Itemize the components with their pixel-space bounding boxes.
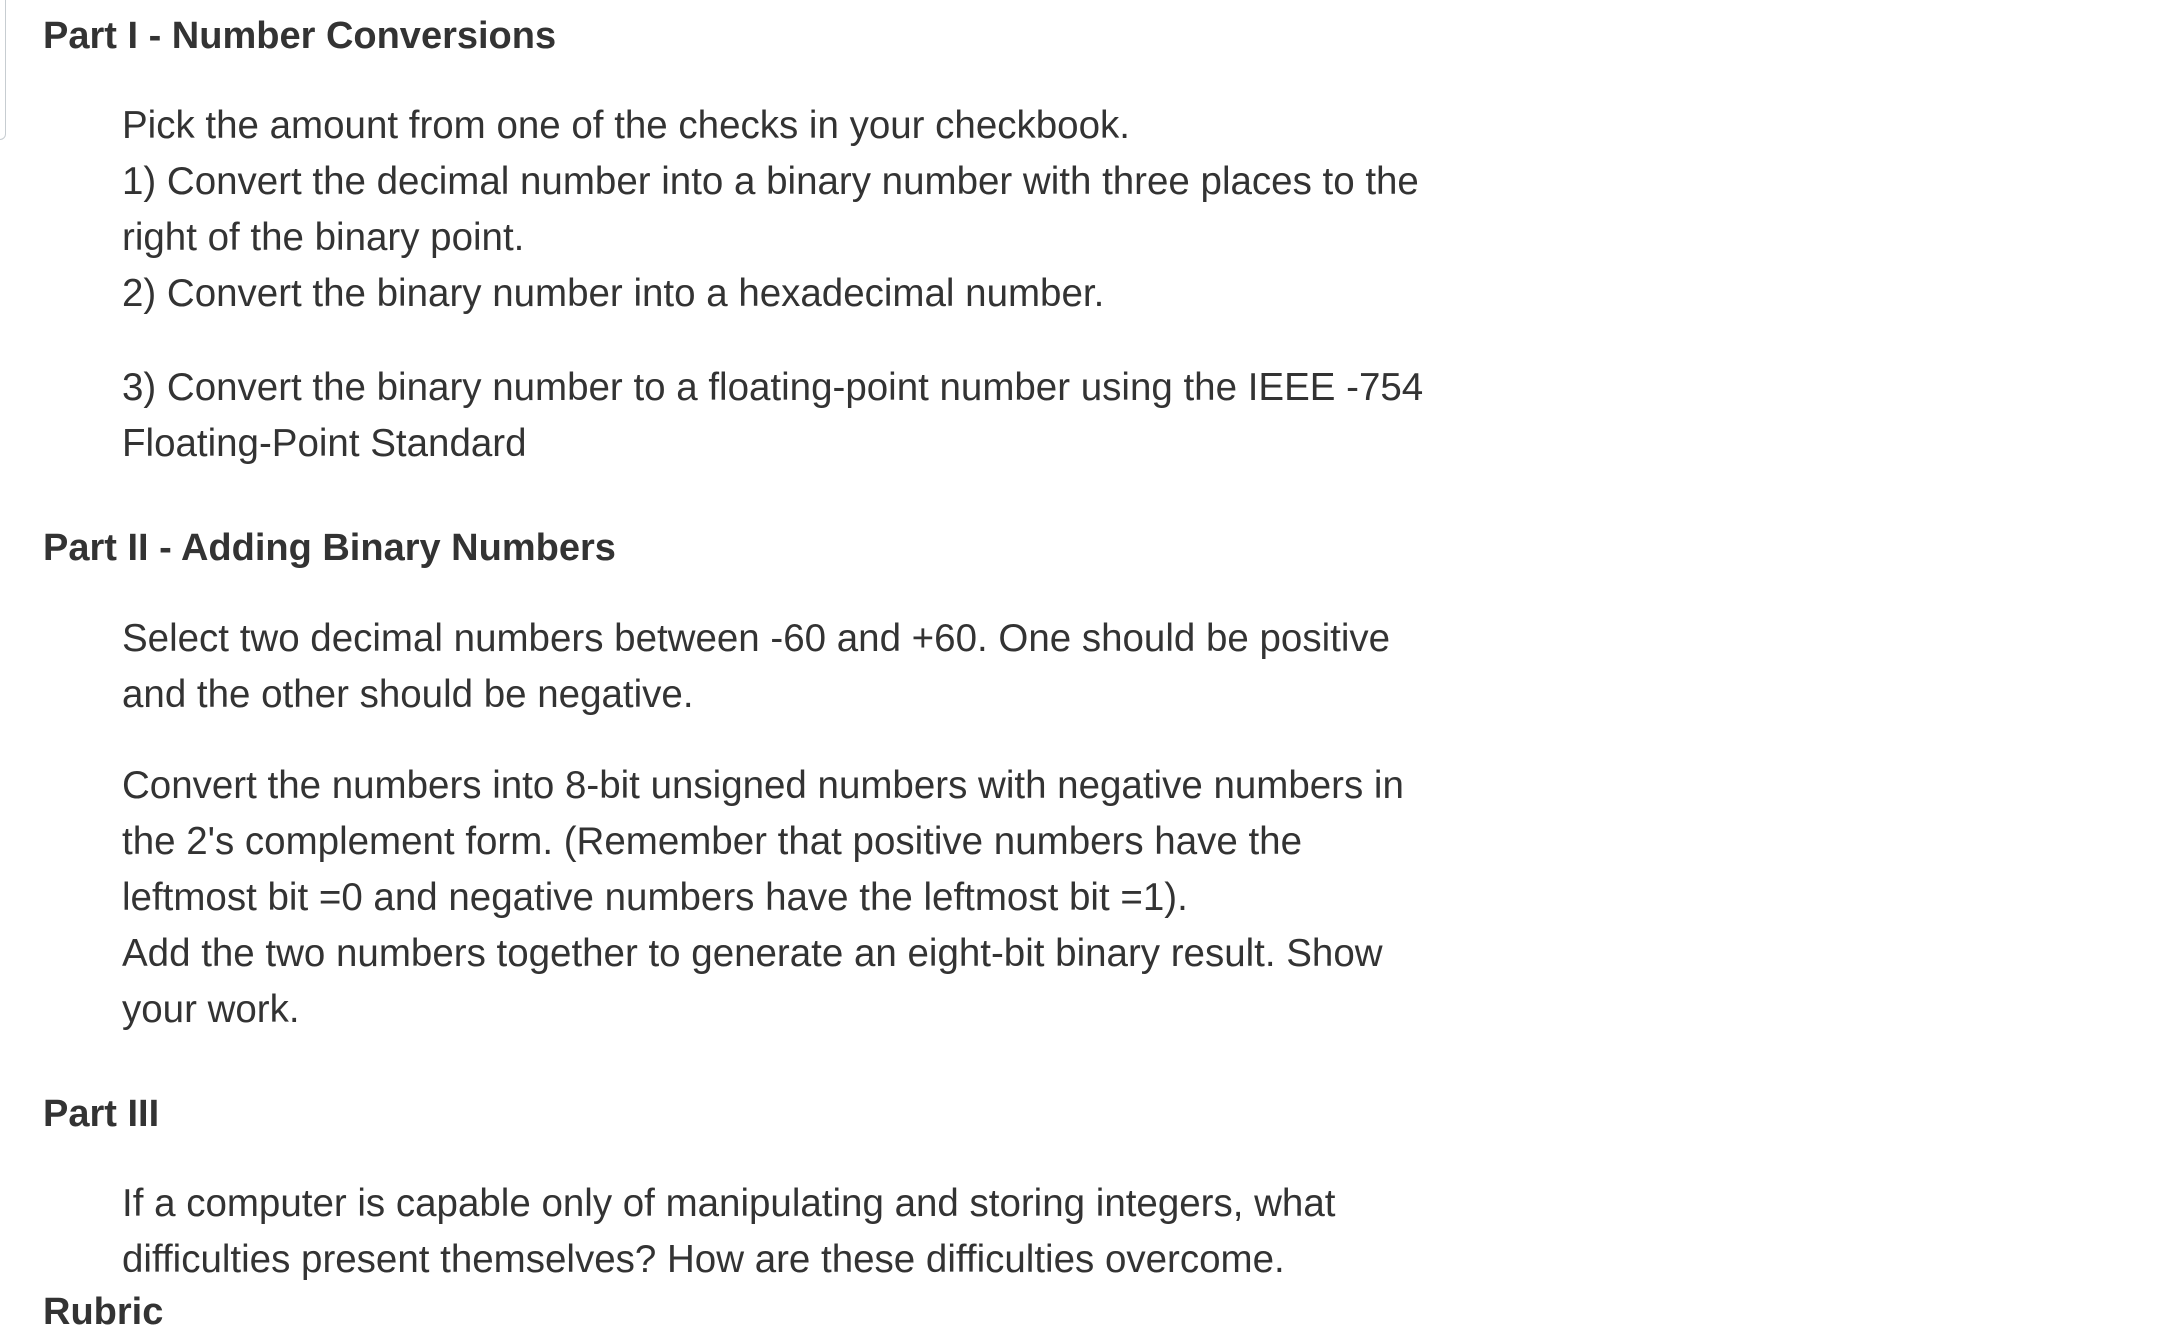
- part2-paragraph-2: [122, 758, 1502, 1038]
- next-section-heading-cropped: [43, 1291, 164, 1333]
- part1-step1-line2: right of the binary point.: [122, 216, 525, 259]
- part2-p1-line1: Select two decimal numbers between -60 and +60. One should be positive: [122, 617, 1391, 660]
- part2-p1-line2: and the other should be negative.: [122, 673, 694, 716]
- part1-step2: 2) Convert the binary number into a hexadecimal number.: [122, 272, 1105, 315]
- part2-p2-line1: Convert the numbers into 8-bit unsigned numbers with negative numbers in: [122, 764, 1404, 807]
- part2-p2-line2: the 2's complement form. (Remember that positive numbers have the: [122, 820, 1302, 863]
- part3-paragraph: [122, 1176, 1502, 1288]
- part2-paragraph-1: [122, 611, 1502, 723]
- part1-intro: Pick the amount from one of the checks in your checkbook.: [122, 104, 1130, 147]
- part1-step3-line2: Floating-Point Standard: [122, 422, 527, 465]
- part1-heading: Part I - Number Conversions: [43, 15, 557, 57]
- next-section-heading-text: Rubric: [43, 1291, 164, 1333]
- left-edge-panel: [0, 0, 6, 140]
- part1-step1-line1: 1) Convert the decimal number into a binary number with three places to the: [122, 160, 1419, 203]
- part1-step3-line1: 3) Convert the binary number to a floating-point number using the IEEE -754: [122, 366, 1424, 409]
- part2-heading: Part II - Adding Binary Numbers: [43, 527, 616, 569]
- part3-p1-line1: If a computer is capable only of manipulating and storing integers, what: [122, 1182, 1336, 1225]
- part3-heading: Part III: [43, 1093, 160, 1135]
- part2-p2-line5: your work.: [122, 988, 300, 1031]
- part2-p2-line4: Add the two numbers together to generate an eight-bit binary result. Show: [122, 932, 1383, 975]
- part1-instructions: [122, 98, 1502, 322]
- part3-p1-line2: difficulties present themselves? How are these difficulties overcome.: [122, 1238, 1285, 1281]
- part2-p2-line3: leftmost bit =0 and negative numbers have the leftmost bit =1).: [122, 876, 1188, 919]
- part1-step3: [122, 360, 1502, 472]
